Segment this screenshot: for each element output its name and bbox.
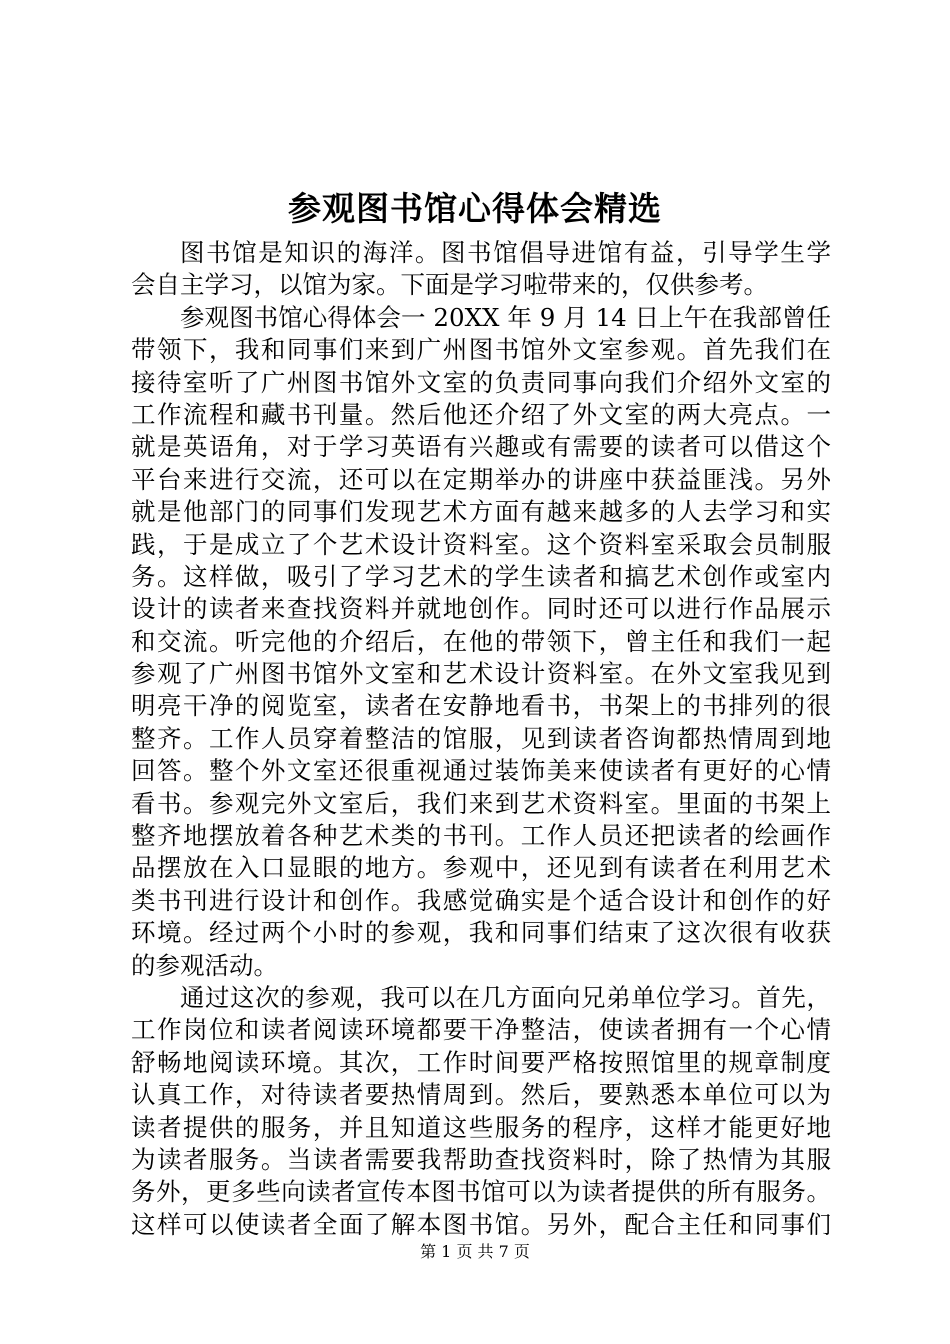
text-line: 设计的读者来查找资料并就地创作。同时还可以进行作品展示 xyxy=(131,594,831,624)
text-line: 品摆放在入口显眼的地方。参观中，还见到有读者在利用艺术 xyxy=(131,853,831,883)
text-line: 接待室听了广州图书馆外文室的负责同事向我们介绍外文室的 xyxy=(131,367,831,397)
page-footer: 第 1 页 共 7 页 xyxy=(420,1242,530,1261)
text-line: 舒畅地阅读环境。其次，工作时间要严格按照馆里的规章制度 xyxy=(131,1047,831,1077)
text-line: 这样可以使读者全面了解本图书馆。另外，配合主任和同事们 xyxy=(131,1209,831,1239)
text-line: 参观图书馆心得体会一 20XX 年 9 月 14 日上午在我部曾任 xyxy=(180,302,831,332)
text-line: 会自主学习，以馆为家。下面是学习啦带来的，仅供参考。 xyxy=(131,270,768,300)
text-line: 带领下，我和同事们来到广州图书馆外文室参观。首先我们在 xyxy=(131,335,831,365)
document-body xyxy=(131,237,831,1241)
text-line: 类书刊进行设计和创作。我感觉确实是个适合设计和创作的好 xyxy=(131,885,831,915)
text-line: 平台来进行交流，还可以在定期举办的讲座中获益匪浅。另外 xyxy=(131,464,831,494)
text-line: 和交流。听完他的介绍后，在他的带领下，曾主任和我们一起 xyxy=(131,626,831,656)
text-line: 的参观活动。 xyxy=(131,950,278,980)
text-line: 回答。整个外文室还很重视通过装饰美来使读者有更好的心情 xyxy=(131,756,831,786)
text-line: 环境。经过两个小时的参观，我和同事们结束了这次很有收获 xyxy=(131,918,831,948)
text-line: 明亮干净的阅览室，读者在安静地看书，书架上的书排列的很 xyxy=(131,691,831,721)
text-line: 认真工作，对待读者要热情周到。然后，要熟悉本单位可以为 xyxy=(131,1080,831,1110)
text-line: 参观了广州图书馆外文室和艺术设计资料室。在外文室我见到 xyxy=(131,659,831,689)
text-line: 整齐地摆放着各种艺术类的书刊。工作人员还把读者的绘画作 xyxy=(131,821,831,851)
text-line: 读者提供的服务，并且知道这些服务的程序，这样才能更好地 xyxy=(131,1112,831,1142)
text-line: 为读者服务。当读者需要我帮助查找资料时，除了热情为其服 xyxy=(131,1144,831,1174)
text-line: 整齐。工作人员穿着整洁的馆服，见到读者咨询都热情周到地 xyxy=(131,723,831,753)
text-line: 就是他部门的同事们发现艺术方面有越来越多的人去学习和实 xyxy=(131,497,831,527)
document-title: 参观图书馆心得体会精选 xyxy=(288,189,662,228)
text-line: 通过这次的参观，我可以在几方面向兄弟单位学习。首先， xyxy=(180,982,831,1012)
text-line: 务。这样做，吸引了学习艺术的学生读者和搞艺术创作或室内 xyxy=(131,561,831,591)
text-line: 就是英语角，对于学习英语有兴趣或有需要的读者可以借这个 xyxy=(131,432,831,462)
text-line: 图书馆是知识的海洋。图书馆倡导进馆有益，引导学生学 xyxy=(180,238,831,267)
text-line: 务外，更多些向读者宣传本图书馆可以为读者提供的所有服务。 xyxy=(131,1177,831,1207)
text-line: 工作流程和藏书刊量。然后他还介绍了外文室的两大亮点。一 xyxy=(131,399,831,429)
text-line: 践，于是成立了个艺术设计资料室。这个资料室采取会员制服 xyxy=(131,529,831,559)
text-line: 看书。参观完外文室后，我们来到艺术资料室。里面的书架上 xyxy=(131,788,831,818)
text-line: 工作岗位和读者阅读环境都要干净整洁，使读者拥有一个心情 xyxy=(131,1015,831,1045)
